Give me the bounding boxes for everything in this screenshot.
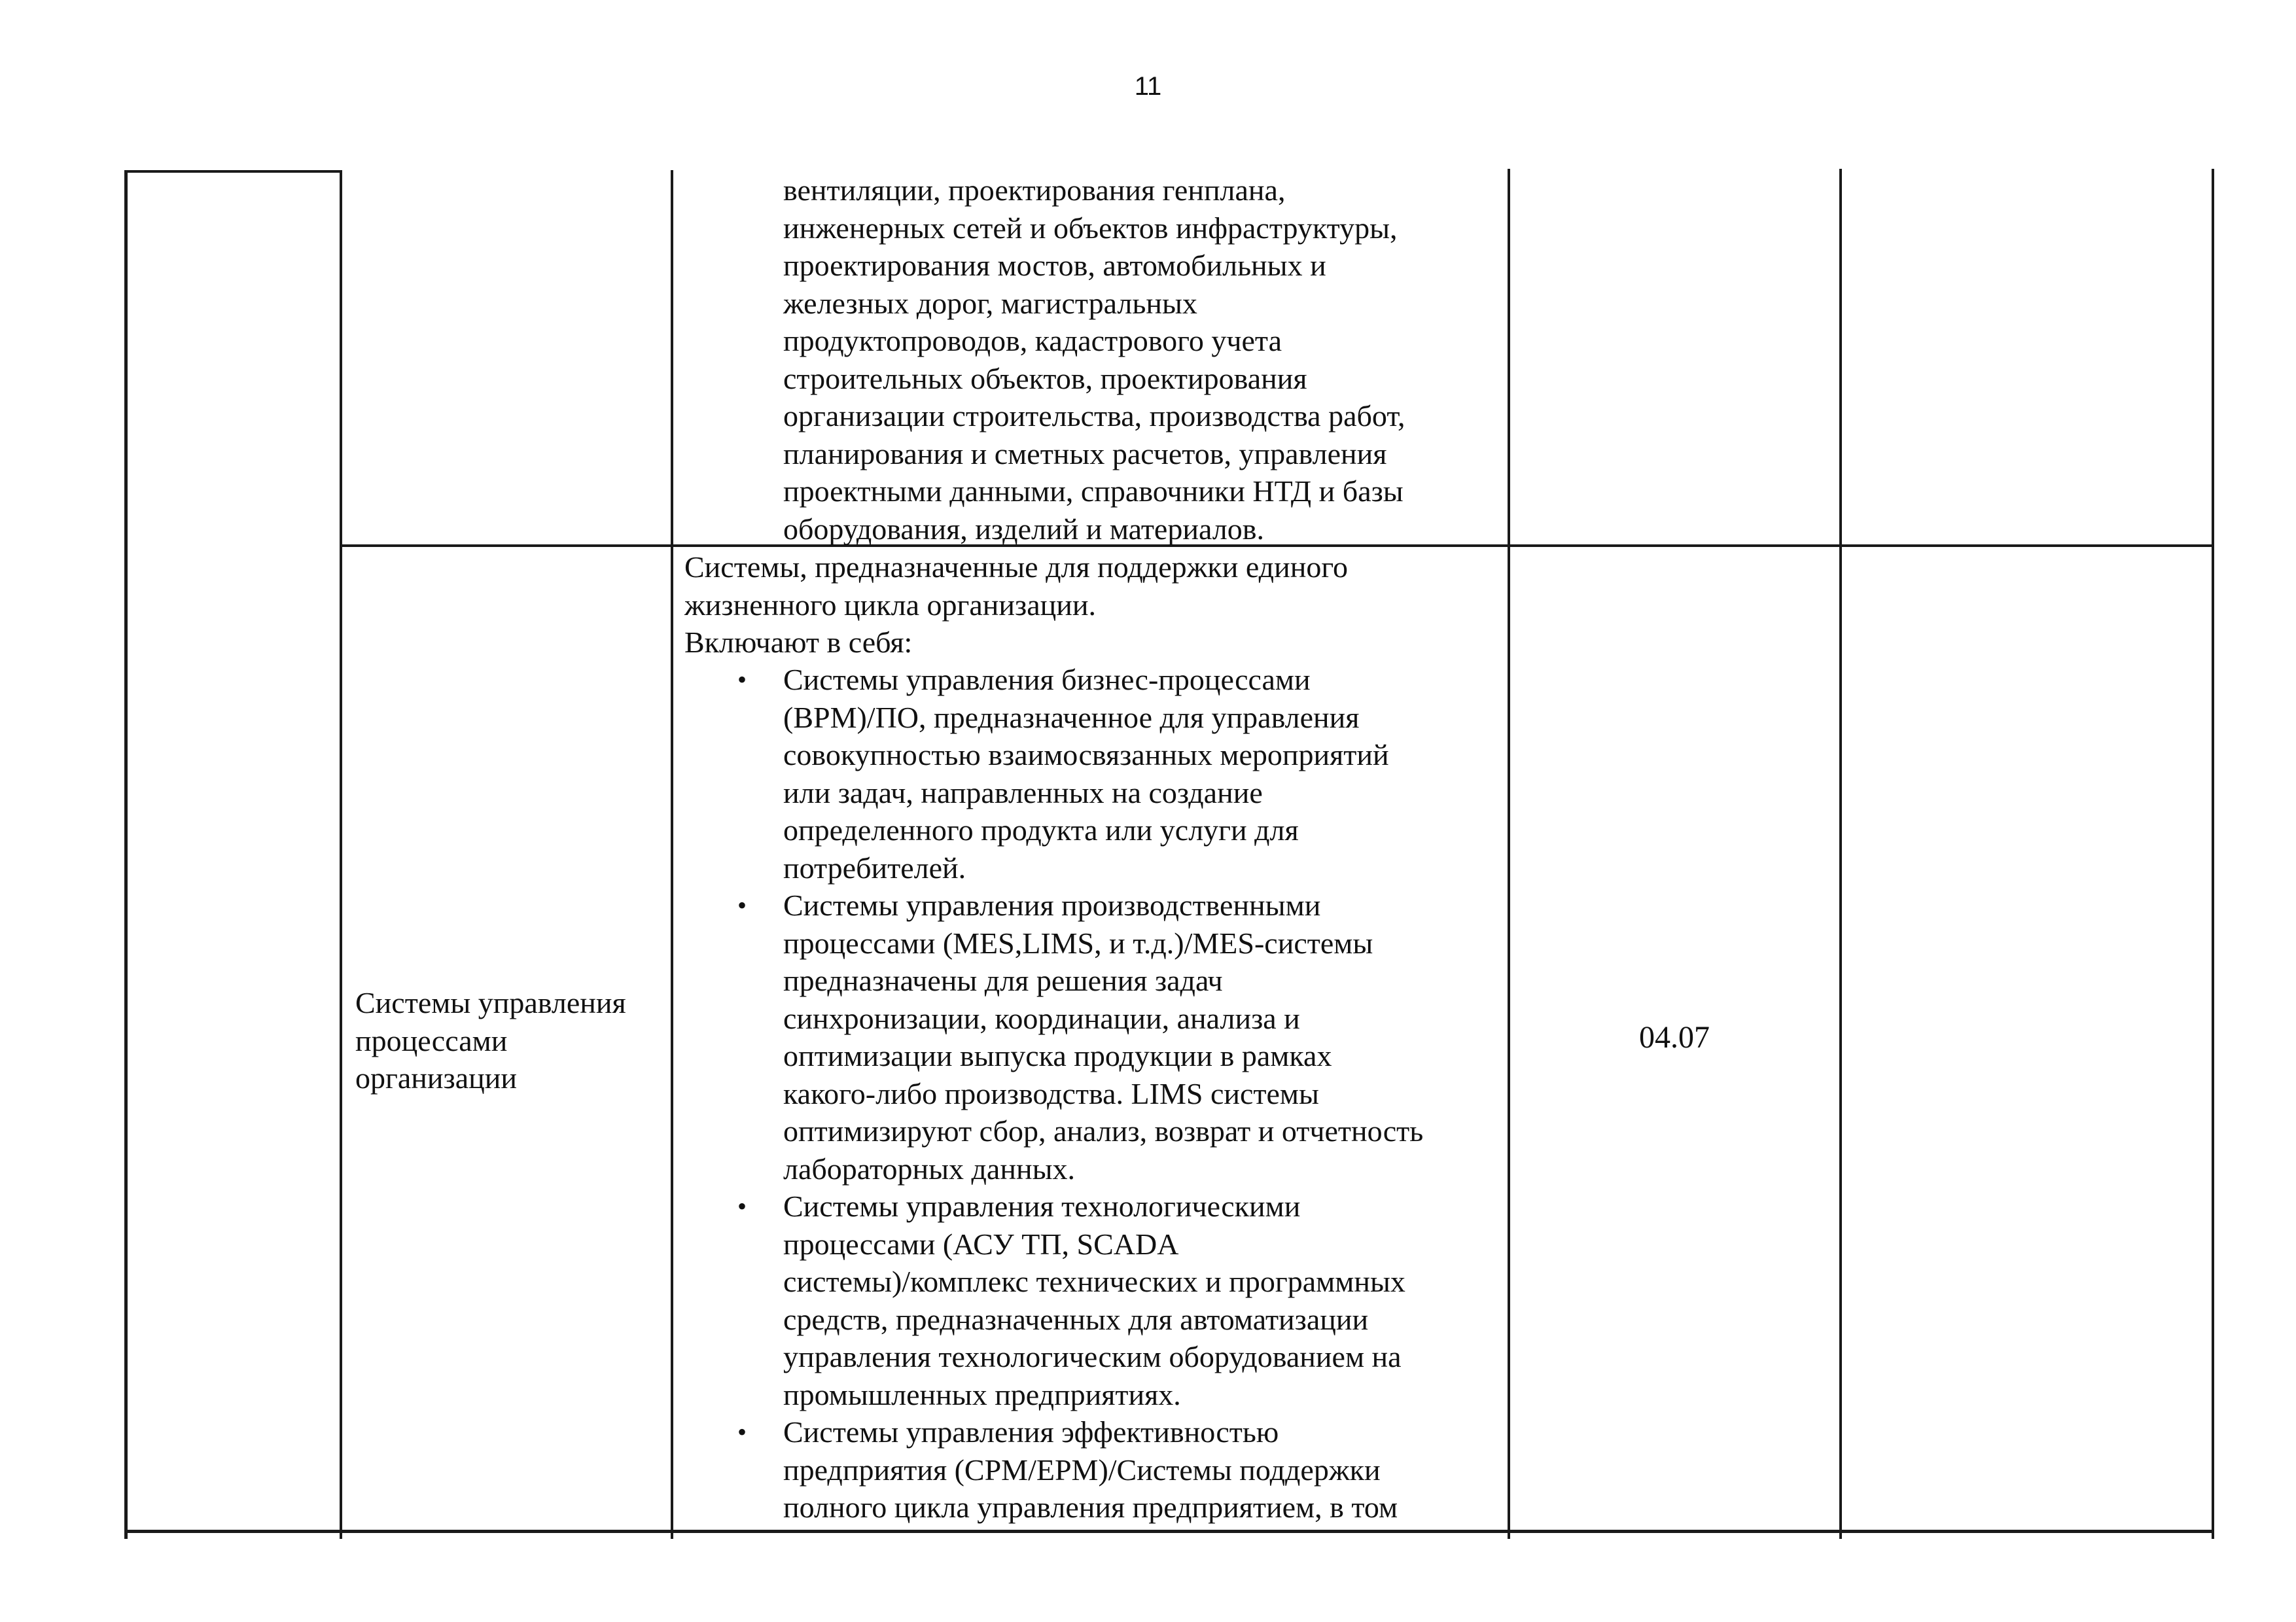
bullet-line: оптимизации выпуска продукции в рамках — [783, 1039, 1332, 1072]
bullet-line: определенного продукта или услуги для — [783, 813, 1299, 847]
bullet-line: управления технологическим оборудованием на — [783, 1340, 1402, 1373]
system-name-line: процессами — [355, 1023, 508, 1057]
bullet-line: потребителей. — [783, 851, 966, 885]
continued-description — [783, 171, 1405, 548]
bullet-line: процессами (MES,LIMS, и т.д.)/MES-системы — [783, 926, 1373, 960]
first-column-top-border — [124, 170, 342, 173]
description-line: планирования и сметных расчетов, управления — [783, 436, 1387, 470]
list-item — [737, 1188, 1423, 1413]
list-item — [737, 887, 1424, 1188]
bullet-line: Системы управления технологическими — [783, 1190, 1301, 1223]
table-border-bottom — [124, 1530, 2214, 1533]
description-line: организации строительства, производства работ, — [783, 399, 1405, 432]
table-border-right — [2212, 169, 2214, 1539]
bullet-line: полного цикла управления предприятием, в том — [783, 1490, 1398, 1524]
system-description-intro — [684, 548, 1348, 661]
bullet-line: какого-либо производства. LIMS системы — [783, 1076, 1319, 1110]
bullet-line: синхронизации, координации, анализа и — [783, 1001, 1300, 1035]
bullet-line: или задач, направленных на создание — [783, 775, 1263, 809]
system-code: 04.07 — [1639, 1020, 1710, 1055]
bullet-line: системы)/комплекс технических и программных — [783, 1265, 1405, 1298]
bullet-icon: • — [737, 890, 747, 920]
intro-line: Системы, предназначенные для поддержки единого — [684, 550, 1349, 584]
description-line: проектными данными, справочники НТД и базы — [783, 474, 1404, 508]
list-item — [737, 1413, 1423, 1526]
column-divider-4 — [1839, 169, 1842, 1539]
description-line: вентиляции, проектирования генплана, — [783, 173, 1286, 207]
column-divider-2 — [671, 170, 673, 1539]
bullet-line: Системы управления бизнес-процессами — [783, 663, 1311, 696]
intro-line: Включают в себя: — [684, 626, 913, 659]
bullet-line: Системы управления производственными — [783, 889, 1321, 922]
column-divider-3 — [1508, 169, 1510, 1539]
bullet-line: предприятия (CPM/EPM)/Системы поддержки — [783, 1453, 1381, 1487]
bullet-line: Системы управления эффективностью — [783, 1415, 1279, 1449]
bullet-icon: • — [737, 665, 747, 694]
description-line: железных дорог, магистральных — [783, 286, 1197, 320]
bullet-icon: • — [737, 1191, 747, 1221]
bullet-line: (BPM)/ПО, предназначенное для управления — [783, 700, 1360, 734]
bullet-line: совокупностью взаимосвязанных мероприятий — [783, 738, 1389, 771]
description-line: строительных объектов, проектирования — [783, 361, 1307, 395]
system-name-cell — [355, 984, 626, 1097]
table-border-left — [124, 170, 128, 1539]
description-line: проектирования мостов, автомобильных и — [783, 249, 1326, 282]
column-divider-1 — [340, 170, 342, 1539]
page-number: 11 — [1134, 72, 1162, 101]
bullet-line: промышленных предприятиях. — [783, 1377, 1181, 1411]
intro-line: жизненного цикла организации. — [684, 588, 1096, 622]
bullet-line: лабораторных данных. — [783, 1152, 1075, 1186]
bullet-line: оптимизируют сбор, анализ, возврат и отчетность — [783, 1114, 1424, 1148]
bullet-icon: • — [737, 1417, 747, 1447]
description-line: инженерных сетей и объектов инфраструктуры, — [783, 211, 1398, 245]
description-line: оборудования, изделий и материалов. — [783, 512, 1264, 546]
bullet-line: средств, предназначенных для автоматизации — [783, 1302, 1369, 1336]
system-name-line: Системы управления — [355, 986, 626, 1019]
bullet-line: предназначены для решения задач — [783, 964, 1223, 997]
description-line: продуктопроводов, кадастрового учета — [783, 324, 1282, 357]
list-item — [737, 661, 1423, 887]
system-name-line: организации — [355, 1061, 517, 1095]
bullet-line: процессами (АСУ ТП, SCADA — [783, 1227, 1179, 1261]
system-bullet-list — [737, 661, 1424, 1526]
